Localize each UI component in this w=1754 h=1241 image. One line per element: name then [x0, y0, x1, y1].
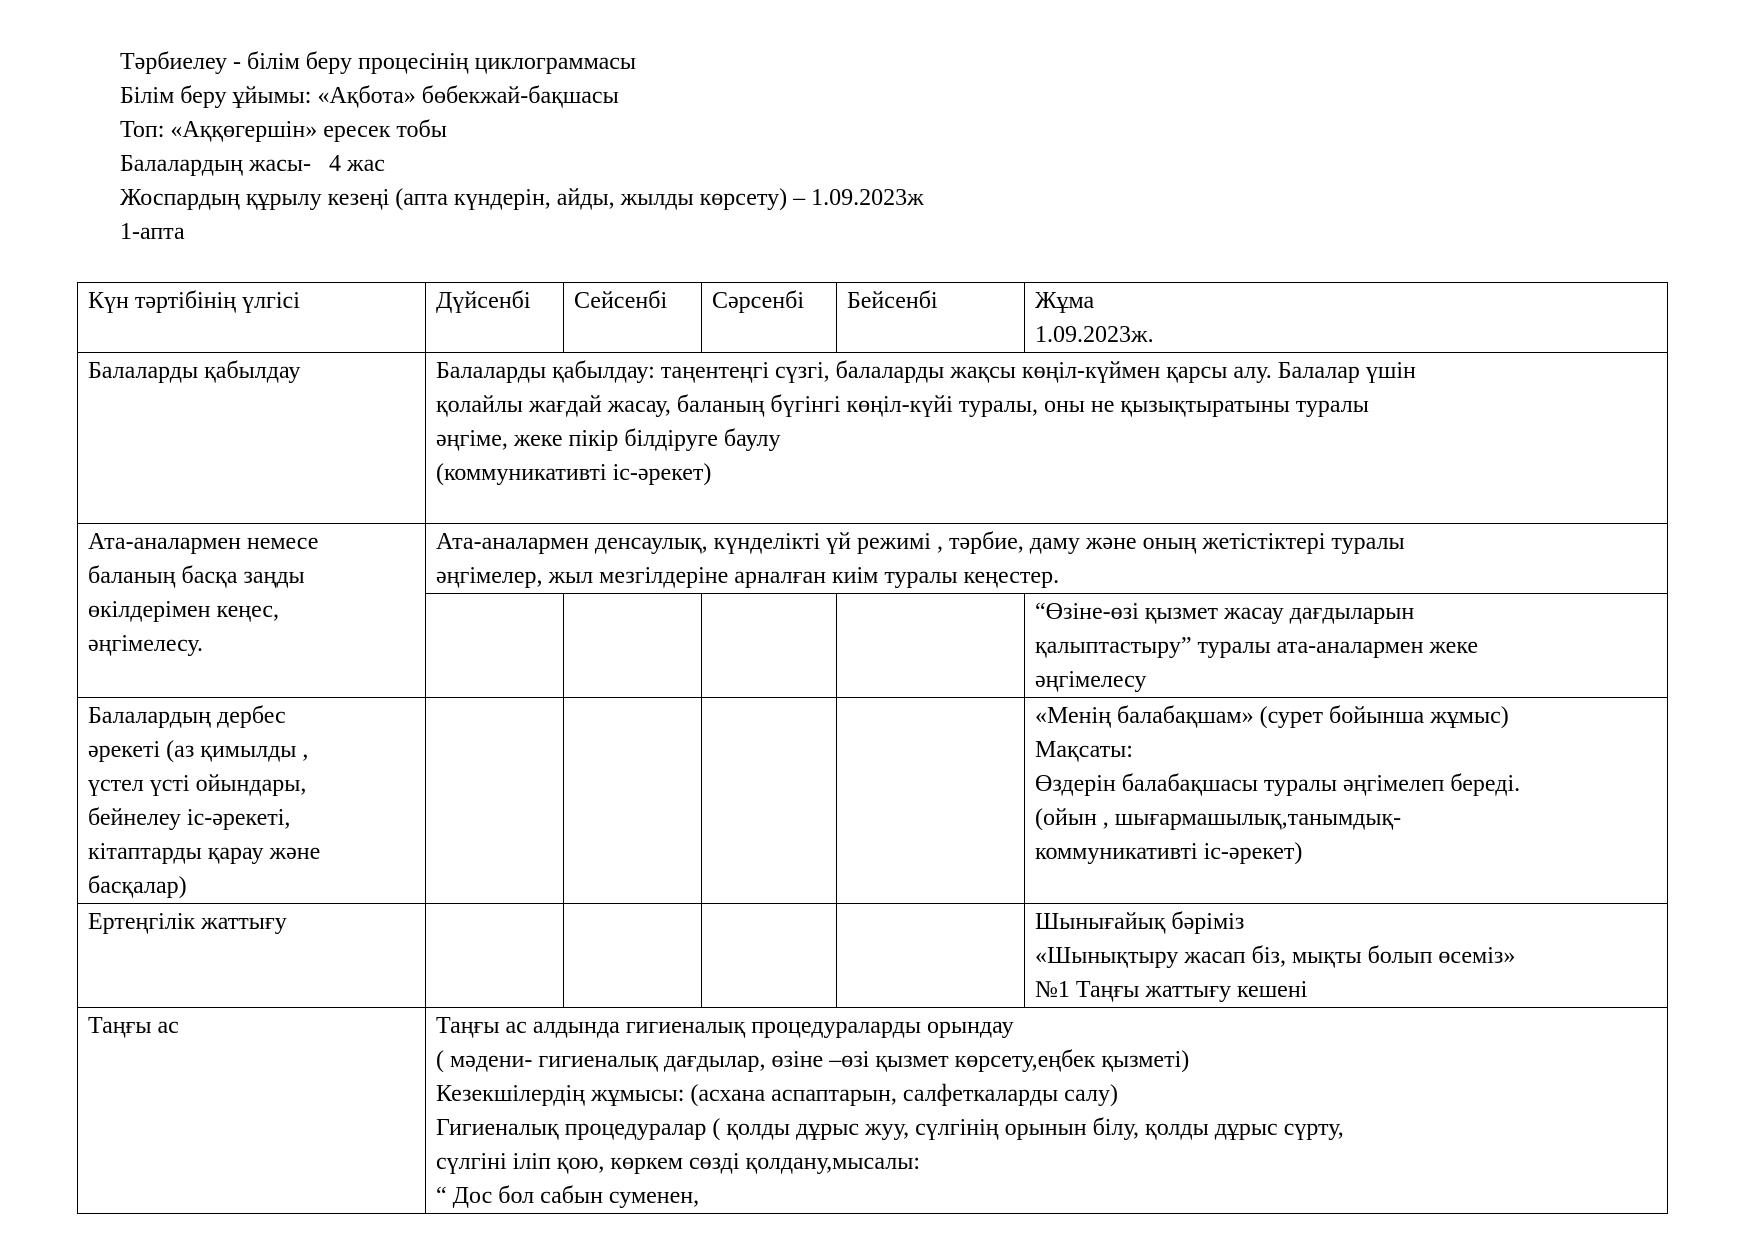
row-label-reception: Балаларды қабылдау: [78, 353, 426, 524]
plan-period-line: Жоспардың құрылу кезеңі (апта күндерін, айды, жылды көрсету) – 1.09.2023ж: [120, 185, 924, 211]
row-label-parents: Ата-аналармен немесе баланың басқа заңды өкілдерімен кеңес, әңгімелесу.: [78, 524, 426, 698]
row-label-activity: Балалардың дербес әрекеті (аз қимылды , үстел үсті ойындары, бейнелеу іс-әрекеті, кітаптарды қарау және басқалар): [78, 698, 426, 904]
table-row-breakfast: [78, 1008, 1668, 1214]
parents-wednesday-cell: [702, 594, 837, 698]
activity-thursday-cell: [837, 698, 1025, 904]
header-cell-friday: Жұма 1.09.2023ж.: [1025, 283, 1668, 353]
header-cell-schedule: Күн тәртібінің үлгісі: [78, 283, 426, 353]
friday-date: 1.09.2023ж.: [1035, 322, 1154, 348]
header-cell-thursday: Бейсенбі: [837, 283, 1025, 353]
table-row-exercise: [78, 904, 1668, 1008]
activity-wednesday-cell: [702, 698, 837, 904]
header-cell-tuesday: Сейсенбі: [564, 283, 702, 353]
exercise-friday-cell: Шынығайық бәріміз «Шынықтыру жасап біз, мықты болып өсеміз» №1 Таңғы жаттығу кешені: [1025, 904, 1668, 1008]
week-line: 1-апта: [120, 219, 185, 245]
parents-friday-cell: “Өзіне-өзі қызмет жасау дағдыларын қалыптастыру” туралы ата-аналармен жеке әңгімелесу: [1025, 594, 1668, 698]
row-label-breakfast: Таңғы ас: [78, 1008, 426, 1214]
table-row-activity: [78, 698, 1668, 904]
table-row-reception: [78, 353, 1668, 524]
row-label-exercise: Ертеңгілік жаттығу: [78, 904, 426, 1008]
exercise-thursday-cell: [837, 904, 1025, 1008]
table-header-row: [78, 283, 1668, 353]
exercise-monday-cell: [426, 904, 564, 1008]
organization-line: Білім беру ұйымы: «Ақбота» бөбекжай-бақшасы: [120, 83, 619, 109]
activity-monday-cell: [426, 698, 564, 904]
group-line: Топ: «Аққөгершін» ересек тобы: [120, 117, 447, 143]
exercise-wednesday-cell: [702, 904, 837, 1008]
table-row-parents: [78, 524, 1668, 594]
activity-tuesday-cell: [564, 698, 702, 904]
header-cell-monday: Дүйсенбі: [426, 283, 564, 353]
parents-text-cell: Ата-аналармен денсаулық, күнделікті үй режимі , тәрбие, даму және оның жетістіктері туралы әңгімелер, жыл мезгілдеріне арналған киім туралы кеңестер.: [426, 524, 1668, 594]
parents-thursday-cell: [837, 594, 1025, 698]
document-header: [120, 45, 924, 249]
reception-text-cell: Балаларды қабылдау: таңентеңгі сүзгі, балаларды жақсы көңіл-күймен қарсы алу. Балалар үшін қолайлы жағдай жасау, баланың бүгінгі көңіл-күйі туралы, оны не қызықтыратыны туралы әңгіме, жеке пікір білдіруге баулу (коммуникативті іс-әрекет): [426, 353, 1668, 524]
document-title: Тәрбиелеу - білім беру процесінің циклограммасы: [120, 49, 637, 75]
children-age-line: Балалардың жасы- 4 жас: [120, 151, 385, 177]
breakfast-text-cell: Таңғы ас алдында гигиеналық процедураларды орындау ( мәдени- гигиеналық дағдылар, өзіне –өзі қызмет көрсету,еңбек қызметі) Кезекшілердің жұмысы: (асхана аспаптарын, салфеткаларды салу) Гигиеналық процедуралар ( қолды дұрыс жуу, сүлгінің орынын білу, қолды дұрыс сүрту, сүлгіні іліп қою, көркем сөзді қолдану,мысалы: “ Дос бол сабын суменен,: [426, 1008, 1668, 1214]
parents-tuesday-cell: [564, 594, 702, 698]
exercise-tuesday-cell: [564, 904, 702, 1008]
header-cell-wednesday: Сәрсенбі: [702, 283, 837, 353]
activity-friday-cell: «Менің балабақшам» (сурет бойынша жұмыс) Мақсаты: Өздерін балабақшасы туралы әңгімелеп береді. (ойын , шығармашылық,танымдық- коммуникативті іс-әрекет): [1025, 698, 1668, 904]
parents-monday-cell: [426, 594, 564, 698]
cyclogram-table: [77, 282, 1668, 1214]
